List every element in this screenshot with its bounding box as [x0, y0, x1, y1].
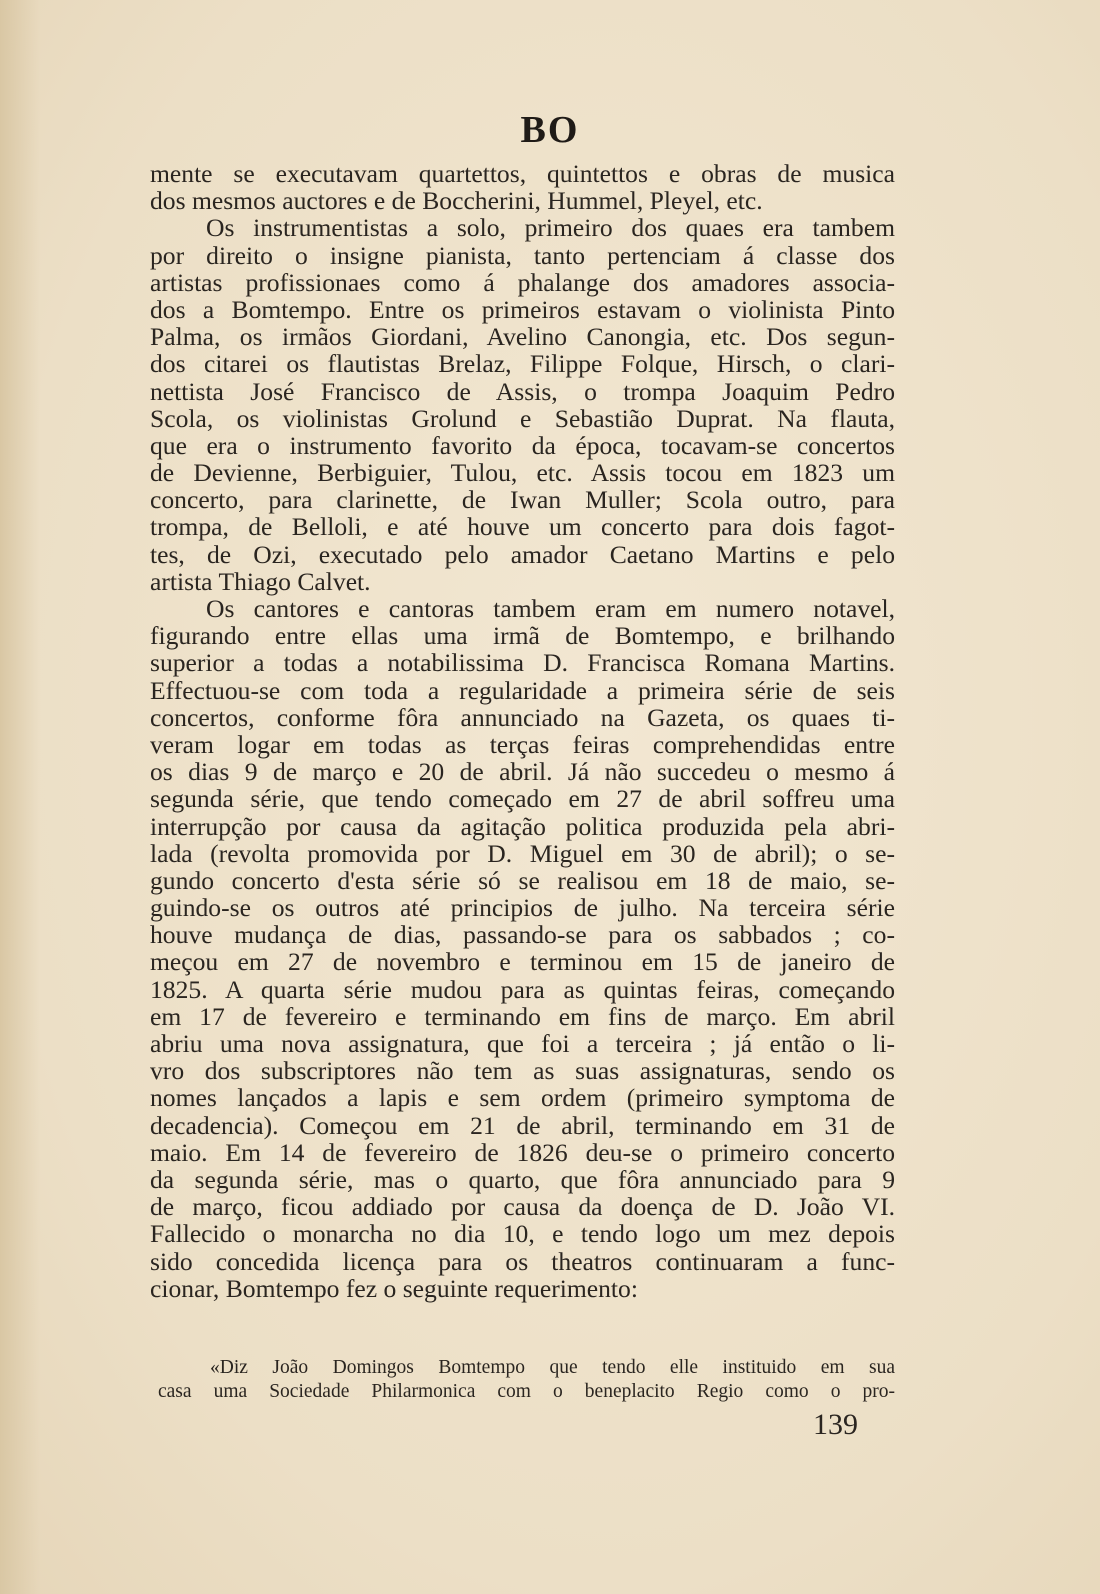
text-line: artistas profissionaes como á phalange dos amadores associa-	[150, 267, 895, 297]
text-line: segunda série, que tendo começado em 27 de abril soffreu uma	[150, 784, 895, 814]
text-line: meçou em 27 de novembro e terminou em 15 de janeiro de	[150, 947, 895, 977]
text-line: Palma, os irmãos Giordani, Avelino Canongia, etc. Dos segun-	[150, 322, 895, 352]
text-line: abriu uma nova assignatura, que foi a terceira ; já então o li-	[150, 1029, 895, 1058]
main-text	[150, 160, 895, 1302]
text-line: Effectuou-se com toda a regularidade a primeira série de seis	[150, 675, 895, 705]
text-line: Os instrumentistas a solo, primeiro dos quaes era tambem	[206, 213, 895, 243]
quote-line: casa uma Sociedade Philarmonica com o beneplacito Regio como o pro-	[158, 1381, 895, 1402]
text-line: de março, ficou addiado por causa da doença de D. João VI.	[150, 1192, 895, 1222]
text-line: figurando entre ellas uma irmã de Bomtempo, e brilhando	[150, 621, 895, 651]
text-line: os dias 9 de março e 20 de abril. Já não succedeu o mesmo á	[150, 757, 895, 787]
quote-line: «Diz João Domingos Bomtempo que tendo elle instituido em sua	[210, 1357, 895, 1378]
text-line: concerto, para clarinette, de Iwan Muller; Scola outro, para	[150, 485, 895, 515]
text-line: da segunda série, mas o quarto, que fôra annunciado para 9	[150, 1164, 895, 1194]
text-line: maio. Em 14 de fevereiro de 1826 deu-se o primeiro concerto	[150, 1137, 895, 1167]
text-line: trompa, de Belloli, e até houve um concerto para dois fagot-	[150, 512, 895, 542]
text-line: concertos, conforme fôra annunciado na Gazeta, os quaes ti-	[150, 702, 895, 732]
text-line: superior a todas a notabilissima D. Francisca Romana Martins.	[150, 648, 895, 678]
text-line: que era o instrumento favorito da época, tocavam-se concertos	[150, 430, 895, 460]
text-line: nettista José Francisco de Assis, o trompa Joaquim Pedro	[150, 376, 895, 406]
text-line: gundo concerto d'esta série só se realisou em 18 de maio, se-	[150, 865, 895, 895]
text-line: tes, de Ozi, executado pelo amador Caetano Martins e pelo	[150, 539, 895, 569]
text-line: mente se executavam quartettos, quintettos e obras de musica	[150, 159, 895, 188]
text-line: de Devienne, Berbiguier, Tulou, etc. Assis tocou em 1823 um	[150, 458, 895, 488]
text-line: nomes lançados a lapis e sem ordem (primeiro symptoma de	[150, 1083, 895, 1113]
text-line: dos mesmos auctores e de Boccherini, Hummel, Pleyel, etc.	[150, 186, 763, 216]
text-line: interrupção por causa da agitação politica produzida pela abri-	[150, 811, 895, 841]
text-line: decadencia). Começou em 21 de abril, terminando em 31 de	[150, 1110, 895, 1140]
text-line: vro dos subscriptores não tem as suas assignaturas, sendo os	[150, 1056, 895, 1086]
text-line: cionar, Bomtempo fez o seguinte requerimento:	[150, 1273, 638, 1303]
quoted-petition	[158, 1356, 895, 1404]
text-line: em 17 de fevereiro e terminando em fins de março. Em abril	[150, 1001, 895, 1031]
text-line: veram logar em todas as terças feiras comprehendidas entre	[150, 729, 895, 759]
text-line: Scola, os violinistas Grolund e Sebastião Duprat. Na flauta,	[150, 403, 895, 433]
text-line: Fallecido o monarcha no dia 10, e tendo logo um mez depois	[150, 1219, 895, 1249]
text-line: guindo-se os outros até principios de julho. Na terceira série	[150, 893, 895, 923]
text-line: Os cantores e cantoras tambem eram em numero notavel,	[206, 594, 895, 623]
text-line: sido concedida licença para os theatros continuaram a func-	[150, 1246, 895, 1276]
running-head: BO	[520, 109, 580, 151]
text-line: artista Thiago Calvet.	[150, 566, 371, 596]
text-line: dos citarei os flautistas Brelaz, Filippe Folque, Hirsch, o clari-	[150, 349, 895, 379]
text-line: lada (revolta promovida por D. Miguel em 30 de abril); o se-	[150, 838, 895, 868]
text-line: houve mudança de dias, passando-se para os sabbados ; co-	[150, 920, 895, 950]
text-line: por direito o insigne pianista, tanto pertenciam á classe dos	[150, 240, 895, 270]
text-line: dos a Bomtempo. Entre os primeiros estavam o violinista Pinto	[150, 294, 895, 324]
text-line: 1825. A quarta série mudou para as quintas feiras, começando	[150, 974, 895, 1004]
page-number: 139	[813, 1408, 858, 1441]
